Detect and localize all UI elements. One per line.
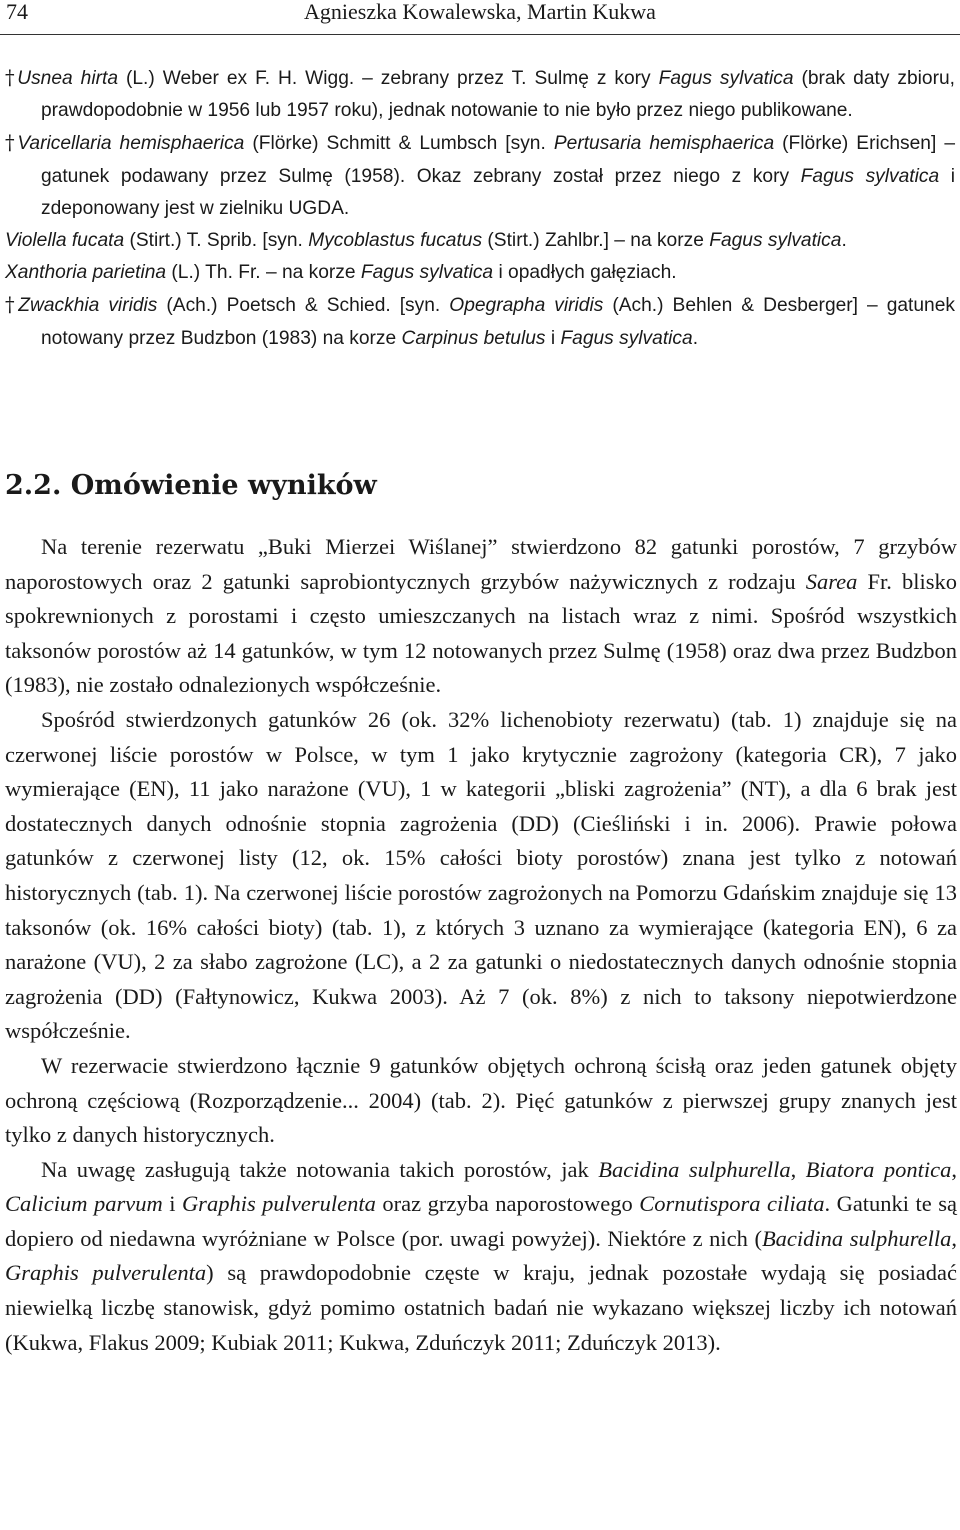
paragraph xyxy=(5,1049,957,1153)
species-entry xyxy=(5,289,955,354)
text-run: i xyxy=(162,1191,182,1217)
text-run: , xyxy=(951,1156,958,1182)
text-run: i xyxy=(545,327,561,349)
paragraph xyxy=(5,703,957,1049)
text-run: . Gatunki te są dopiero od niedawna wyróżniane w Polsce (por. uwagi powyżej). Niektóre z nich ( xyxy=(5,1191,957,1251)
taxon-name: Pertusaria hemisphaerica xyxy=(553,133,775,155)
dagger-mark: † xyxy=(5,131,18,155)
taxon-name: Calicium parvum xyxy=(5,1191,163,1217)
taxon-name: Carpinus betulus xyxy=(401,327,546,349)
taxon-name: Mycoblastus fucatus xyxy=(308,230,483,252)
dagger-mark: † xyxy=(5,293,19,317)
paragraph xyxy=(5,1153,957,1361)
species-entry xyxy=(5,127,955,225)
text-run: . xyxy=(692,327,699,349)
taxon-name: Graphis pulverulenta xyxy=(5,1260,207,1286)
taxon-name: Xanthoria parietina xyxy=(5,262,167,284)
text-run: , xyxy=(951,1225,957,1251)
text-run: (Flörke) Schmitt & Lumbsch [syn. xyxy=(244,133,554,155)
taxon-name: Fagus sylvatica xyxy=(658,68,794,89)
running-header xyxy=(0,0,960,30)
text-run: (L.) Th. Fr. – na korze xyxy=(166,262,361,284)
species-list xyxy=(5,62,955,355)
text-run: (Stirt.) T. Sprib. [syn. xyxy=(124,230,309,252)
text-run: Spośród stwierdzonych gatunków 26 (ok. 32% lichenobioty rezerwatu) (tab. 1) znajduje się na czerwonej liście porostów w Polsce, w tym 1 jako krytycznie zagrożony (kategoria CR), 7 jako wymierające (EN), 11 jako narażone (VU), 1 w kategorii „bliski zagrożenia” (NT), a dla 6 brak jest dostatecznych danych odnośnie stopnia zagrożenia (DD) (Cieśliński i in. 2006). Prawie połowa gatunków z czerwonej listy (12, ok. 15% całości bioty porostów) znana jest tylko z notowań historycznych (tab. 1). Na czerwonej liście porostów zagrożonych na Pomorzu Gdańskim znajduje się 13 taksonów (ok. 16% całości bioty) (tab. 1), z których 3 uznano za wymierające (kategoria EN), 6 za narażone (VU), 2 za słabo zagrożone (LC), a 2 za gatunki o niedostatecznych danych odnośnie stopnia zagrożenia (DD) (Fałtynowicz, Kukwa 2003). Aż 7 (ok. 8%) z nich to taksony niepotwierdzone współcześnie. xyxy=(5,706,957,1044)
paragraph xyxy=(5,530,957,703)
text-run: Fr. blisko spokrewnionych z porostami i często umieszczanych na listach wraz z nimi. Spośród wszystkich taksonów porostów aż 14 gatunków, w tym 12 notowanych przez Sulmę (1958) oraz dwa przez Budzbon (1983), nie zostało odnalezionych współcześnie. xyxy=(5,568,957,698)
body-text xyxy=(5,530,957,1360)
taxon-name: Fagus sylvatica xyxy=(709,230,842,252)
taxon-name: Varicellaria hemisphaerica xyxy=(17,133,245,155)
species-entry xyxy=(5,225,955,257)
taxon-name: Sarea xyxy=(805,568,858,594)
taxon-name: Zwackhia viridis xyxy=(18,295,158,317)
taxon-name: Biatora pontica xyxy=(805,1156,952,1182)
text-run: W rezerwacie stwierdzono łącznie 9 gatunków objętych ochroną ścisłą oraz jeden gatunek objęty ochroną częściową (Rozporządzenie... 2004) (tab. 2). Pięć gatunków z pierwszej grupy znanych jest tylko z danych historycznych. xyxy=(5,1052,957,1148)
text-run: (Flörke) Erichsen] – gatunek podawany przez Sulmę (1958). Okaz zebrany został przez niego z kory xyxy=(41,133,956,187)
text-run: Na uwagę zasługują także notowania takich porostów, jak xyxy=(41,1156,599,1182)
text-run: . xyxy=(841,230,847,252)
text-run: (L.) Weber ex F. H. Wigg. – zebrany przez T. Sulmę z kory xyxy=(118,68,659,89)
species-entry xyxy=(5,257,955,289)
text-run: i zdeponowany jest w zielniku UGDA. xyxy=(41,165,955,219)
dagger-mark: † xyxy=(5,66,18,89)
text-run: (Stirt.) Zahlbr.] – na korze xyxy=(482,230,710,252)
taxon-name: Usnea hirta xyxy=(17,68,118,89)
taxon-name: Violella fucata xyxy=(5,230,125,252)
header-rule xyxy=(0,34,960,35)
text-run: , xyxy=(790,1156,806,1182)
text-run: Na terenie rezerwatu „Buki Mierzei Wiślanej” stwierdzono 82 gatunki porostów, 7 grzybów naporostowych oraz 2 gatunki saprobiontycznych grzybów nażywicznych z rodzaju xyxy=(5,534,957,594)
taxon-name: Bacidina sulphurella xyxy=(761,1225,952,1251)
text-run: ) są prawdopodobnie częste w kraju, jednak pozostałe wydają się posiadać niewielką liczbę stanowisk, gdyż pomimo ostatnich badań nie wykazano większej liczby ich notowań (Kukwa, Flakus 2009; Kubiak 2011; Kukwa, Zduńczyk 2011; Zduńczyk 2013). xyxy=(5,1260,957,1355)
running-header-authors: Agnieszka Kowalewska, Martin Kukwa xyxy=(304,0,656,24)
taxon-name: Fagus sylvatica xyxy=(560,327,693,349)
text-run: (brak daty zbioru, prawdopodobnie w 1956 lub 1957 roku), jednak notowanie to nie było przez niego publikowane. xyxy=(41,68,955,122)
page-number: 74 xyxy=(6,0,28,24)
taxon-name: Graphis pulverulenta xyxy=(181,1191,376,1217)
taxon-name: Fagus sylvatica xyxy=(360,262,494,284)
taxon-name: Opegrapha viridis xyxy=(449,295,604,317)
text-run: (Ach.) Behlen & Desberger] – gatunek notowany przez Budzbon (1983) na korze xyxy=(41,295,955,349)
text-run: i opadłych gałęziach. xyxy=(493,262,677,284)
taxon-name: Bacidina sulphurella xyxy=(598,1156,791,1182)
text-run: oraz grzyba naporostowego xyxy=(375,1191,640,1217)
taxon-name: Cornutispora ciliata xyxy=(639,1191,825,1217)
taxon-name: Fagus sylvatica xyxy=(800,165,940,187)
species-entry xyxy=(5,62,955,127)
section-heading: 2.2. Omówienie wyników xyxy=(5,470,377,501)
text-run: (Ach.) Poetsch & Schied. [syn. xyxy=(157,295,450,317)
